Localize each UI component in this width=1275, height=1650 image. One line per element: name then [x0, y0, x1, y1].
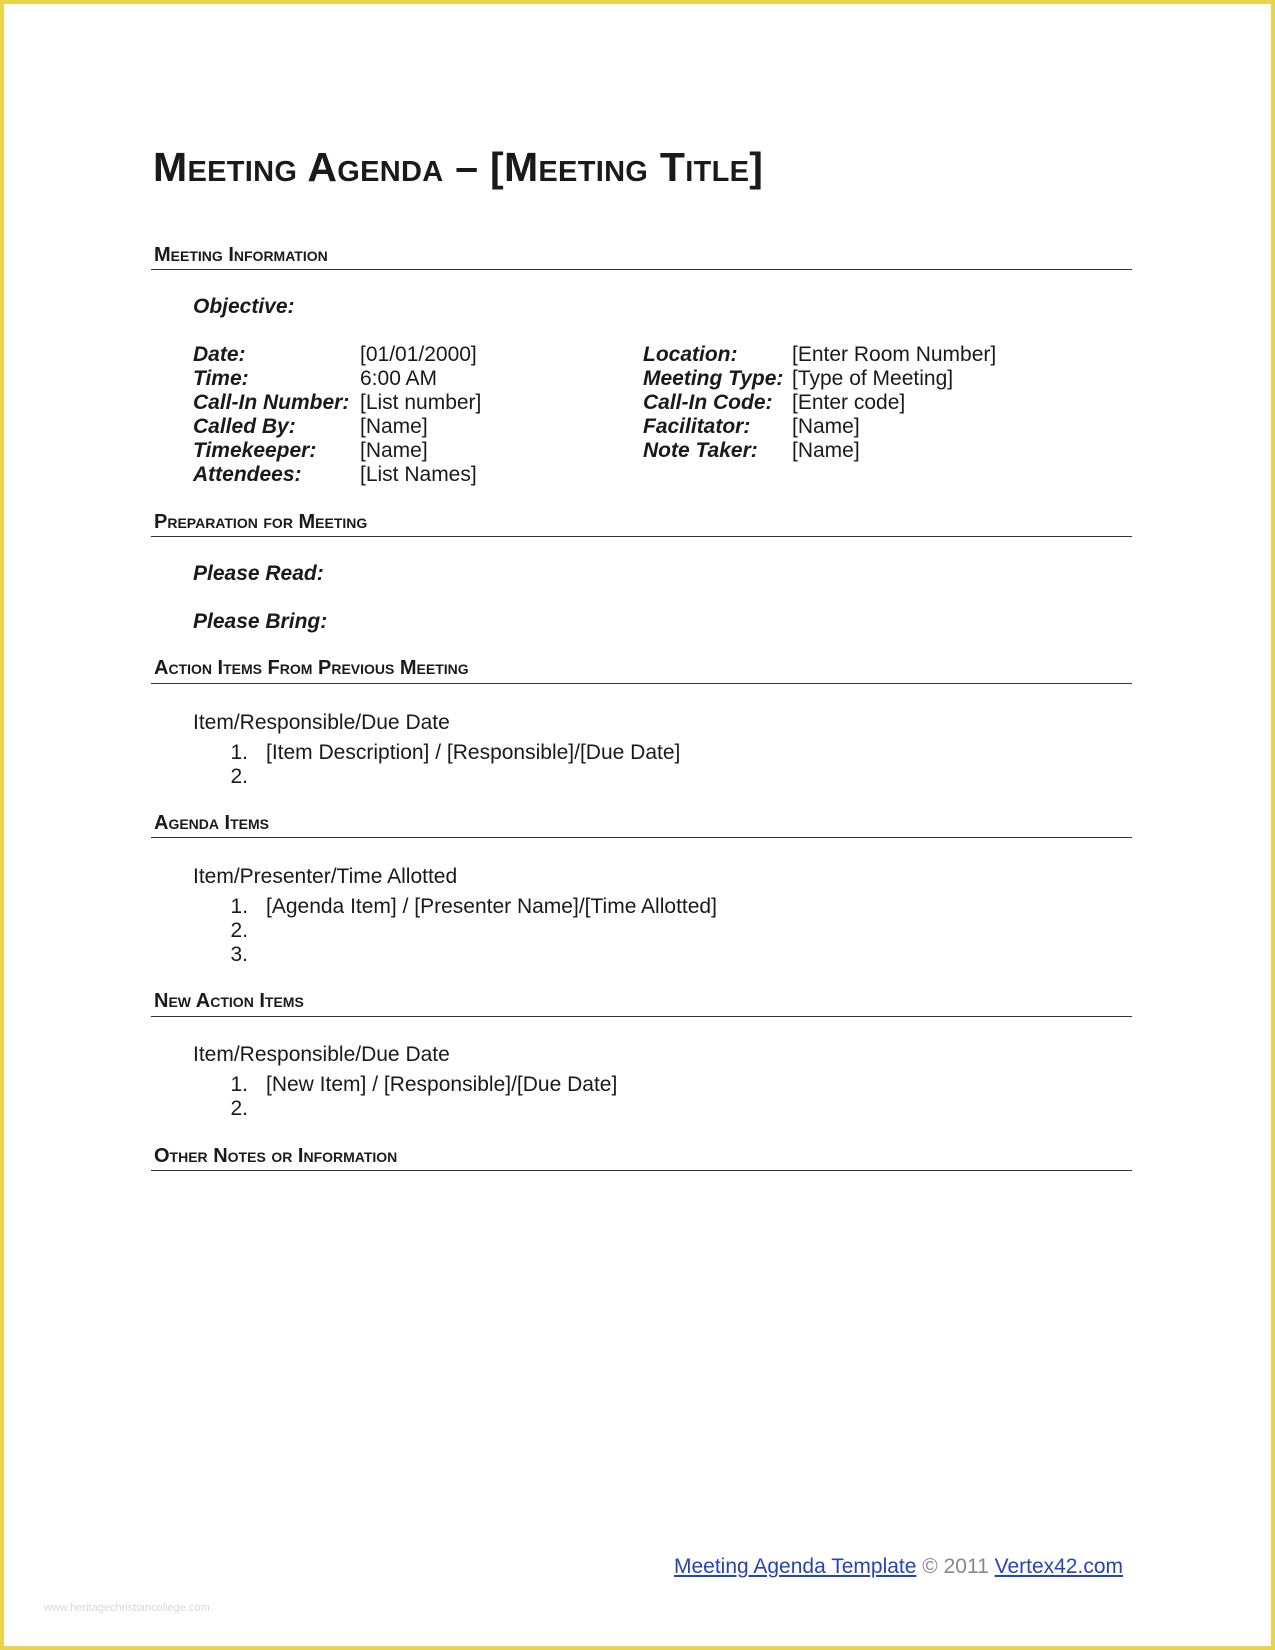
call-in-number-value: [List number] — [360, 391, 482, 414]
section-divider — [151, 1016, 1132, 1017]
date-value: [01/01/2000] — [360, 343, 477, 366]
meeting-type-value: [Type of Meeting] — [792, 367, 954, 390]
list-item: [New Item] / [Responsible]/[Due Date] — [266, 1073, 618, 1096]
new-actions-caption: Item/Responsible/Due Date — [193, 1043, 450, 1066]
location-label: Location: — [643, 343, 738, 366]
time-value: 6:00 AM — [360, 367, 438, 390]
please-read-label: Please Read: — [193, 562, 324, 585]
attendees-value: [List Names] — [360, 463, 477, 486]
attendees-label: Attendees: — [193, 463, 302, 486]
section-divider — [151, 683, 1132, 684]
list-item-number: 2. — [230, 919, 248, 942]
section-divider — [151, 1170, 1132, 1171]
list-item-number: 1. — [230, 895, 248, 918]
facilitator-value: [Name] — [792, 415, 860, 438]
call-in-code-value: [Enter code] — [792, 391, 906, 414]
section-divider — [151, 536, 1132, 537]
copyright-text: © 2011 — [922, 1555, 989, 1578]
list-item-number: 2. — [230, 765, 248, 788]
list-item-number: 3. — [230, 943, 248, 966]
section-heading-agenda-items: Agenda Items — [154, 812, 270, 834]
note-taker-label: Note Taker: — [643, 439, 758, 462]
section-divider — [151, 837, 1132, 838]
agenda-items-caption: Item/Presenter/Time Allotted — [193, 865, 458, 888]
template-link[interactable]: Meeting Agenda Template — [673, 1555, 917, 1578]
section-heading-new-action-items: New Action Items — [154, 990, 304, 1012]
please-bring-label: Please Bring: — [193, 610, 328, 633]
time-label: Time: — [193, 367, 249, 390]
section-divider — [151, 269, 1132, 270]
facilitator-label: Facilitator: — [643, 415, 751, 438]
objective-label: Objective: — [193, 295, 295, 318]
list-item-number: 1. — [230, 1073, 248, 1096]
section-heading-other-notes: Other Notes or Information — [154, 1145, 398, 1167]
date-label: Date: — [193, 343, 246, 366]
list-item: [Item Description] / [Responsible]/[Due Date] — [266, 741, 681, 764]
section-heading-meeting-information: Meeting Information — [154, 244, 328, 266]
page-title: Meeting Agenda – [Meeting Title] — [153, 144, 764, 190]
list-item-number: 1. — [230, 741, 248, 764]
timekeeper-label: Timekeeper: — [193, 439, 317, 462]
called-by-label: Called By: — [193, 415, 296, 438]
section-heading-previous-action-items: Action Items From Previous Meeting — [154, 657, 469, 679]
meeting-type-label: Meeting Type: — [643, 367, 784, 390]
section-heading-preparation: Preparation for Meeting — [154, 511, 368, 533]
timekeeper-value: [Name] — [360, 439, 428, 462]
note-taker-value: [Name] — [792, 439, 860, 462]
location-value: [Enter Room Number] — [792, 343, 997, 366]
vertex42-link[interactable]: Vertex42.com — [994, 1555, 1123, 1578]
call-in-number-label: Call-In Number: — [193, 391, 350, 414]
called-by-value: [Name] — [360, 415, 428, 438]
list-item: [Agenda Item] / [Presenter Name]/[Time Allotted] — [266, 895, 717, 918]
call-in-code-label: Call-In Code: — [643, 391, 773, 414]
footer — [674, 1555, 1123, 1579]
watermark: www.heritagechristiancollege.com — [44, 1602, 210, 1614]
previous-actions-caption: Item/Responsible/Due Date — [193, 711, 450, 734]
list-item-number: 2. — [230, 1097, 248, 1120]
